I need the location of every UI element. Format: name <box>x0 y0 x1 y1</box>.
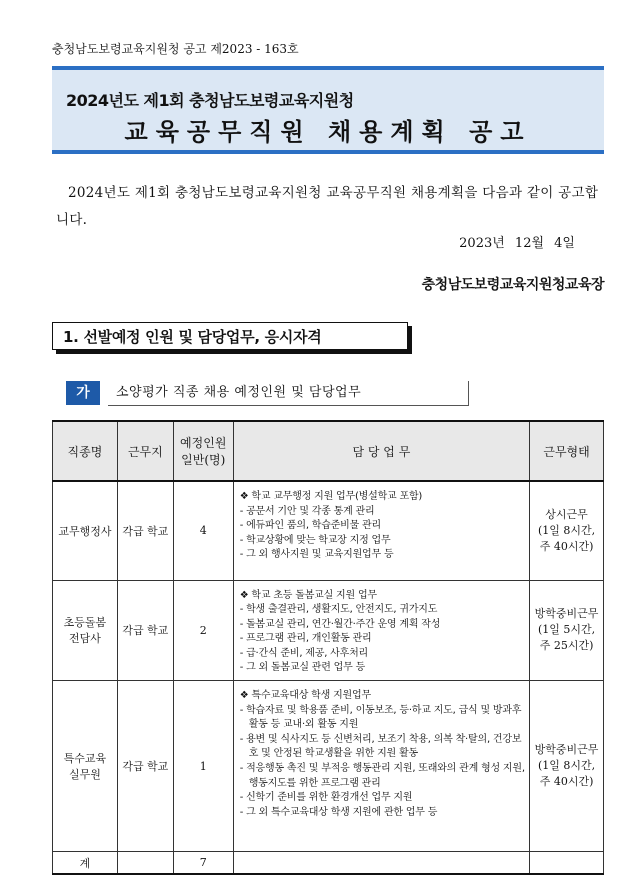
banner-subtitle: 2024년도 제1회 충청남도보령교육지원청 <box>66 91 354 110</box>
banner-title: 교육공무직원 채용계획 공고 <box>124 118 532 146</box>
intro-paragraph: 2024년도 제1회 충청남도보령교육지원청 교육공무직원 채용계획을 다음과 같이 공고합니다. <box>56 185 599 228</box>
header-count-line2: 일반(명) <box>181 453 226 467</box>
duty-item: - 적응행동 촉진 및 부적응 행동관리 지원, 또래와의 관계 형성 지원, 행동지도를 위한 프로그램 관리 <box>239 763 525 789</box>
hiring-table <box>52 420 604 875</box>
worktype-line2: (1일 8시간, <box>537 523 596 537</box>
job-line1: 특수교육 <box>63 752 107 766</box>
notice-date: 2023년 12월 4일 <box>459 236 575 251</box>
job-line2: 실무원 <box>68 768 101 782</box>
duty-item: - 공문서 기안 및 각종 통계 관리 <box>239 505 375 517</box>
cell-count: 1 <box>173 681 233 852</box>
worktype-line2: (1일 5시간, <box>537 623 596 637</box>
table-total-row <box>53 852 604 875</box>
cell-duties <box>233 481 529 580</box>
duty-item: - 그 외 행사지원 및 교육지원업무 등 <box>239 549 394 561</box>
worktype-line1: 방학중비근무 <box>534 743 599 757</box>
worktype-line1: 상시근무 <box>545 507 588 521</box>
duty-item: - 에듀파인 품의, 학습준비물 관리 <box>239 520 381 532</box>
subsection-badge: 가 <box>66 381 100 405</box>
table-header-row <box>53 421 604 481</box>
worktype-line3: 주 25시간) <box>539 639 594 653</box>
total-count: 7 <box>173 852 233 875</box>
total-label: 계 <box>53 852 118 875</box>
duty-item: - 급·간식 준비, 제공, 사후처리 <box>239 647 369 659</box>
cell-worktype <box>530 681 604 852</box>
header-place: 근무지 <box>117 421 173 481</box>
duty-item: - 학교상황에 맞는 학교장 지정 업무 <box>239 534 391 546</box>
notice-number: 충청남도보령교육지원청 공고 제2023 - 163호 <box>52 42 299 56</box>
duty-item: - 그 외 특수교육대상 학생 지원에 관한 업무 등 <box>239 806 438 818</box>
job-line1: 교무행정사 <box>58 524 112 538</box>
header-duties: 담 당 업 무 <box>233 421 529 481</box>
job-line2: 전담사 <box>68 632 101 646</box>
cell-place: 각급 학교 <box>117 580 173 681</box>
header-worktype: 근무형태 <box>530 421 604 481</box>
cell-place: 각급 학교 <box>117 681 173 852</box>
job-line1: 초등돌봄 <box>63 616 107 630</box>
cell-job <box>53 681 118 852</box>
cell-count: 4 <box>173 481 233 580</box>
cell-worktype <box>530 580 604 681</box>
cell-duties <box>233 580 529 681</box>
cell-job <box>53 481 118 580</box>
worktype-line3: 주 40시간) <box>539 775 594 789</box>
total-empty-cell <box>233 852 529 875</box>
table-row <box>53 681 604 852</box>
header-count <box>173 421 233 481</box>
subsection-title: 소양평가 직종 채용 예정인원 및 담당업무 <box>108 381 469 406</box>
duty-item: - 용변 및 식사지도 등 신변처리, 보조기 착용, 의복 착·탈의, 건강보호 및 안정된 학교생활을 위한 지원 활동 <box>239 733 522 760</box>
cell-count: 2 <box>173 580 233 681</box>
table-row <box>53 580 604 681</box>
section-heading-1: 1. 선발예정 인원 및 담당업무, 응시자격 <box>52 322 408 350</box>
duty-item: - 학습자료 및 학용품 준비, 이동보조, 등·하교 지도, 급식 및 방과후 활동 등 교내·외 활동 지원 <box>239 704 522 731</box>
header-count-line1: 예정인원 <box>180 436 227 450</box>
cell-place: 각급 학교 <box>117 481 173 580</box>
cell-worktype <box>530 481 604 580</box>
duty-item: - 학생 출결관리, 생활지도, 안전지도, 귀가지도 <box>239 604 438 616</box>
worktype-line1: 방학중비근무 <box>534 607 599 621</box>
worktype-line2: (1일 8시간, <box>537 759 596 773</box>
duty-item: - 신학기 준비를 위한 환경개선 업무 지원 <box>239 792 413 804</box>
duty-item: - 돌봄교실 관리, 연간·월간·주간 운영 계획 작성 <box>239 618 441 630</box>
title-banner <box>52 66 604 154</box>
cell-duties <box>233 681 529 852</box>
duty-heading: ❖ 학교 교무행정 지원 업무(병설학교 포함) <box>239 491 423 502</box>
duty-heading: ❖ 학교 초등 돌봄교실 지원 업무 <box>239 589 377 601</box>
header-job: 직종명 <box>53 421 118 481</box>
issuer: 충청남도보령교육지원청교육장 <box>421 277 604 293</box>
cell-job <box>53 580 118 681</box>
duty-item: - 프로그램 관리, 개인활동 관리 <box>239 633 372 645</box>
total-empty-cell <box>117 852 173 875</box>
duty-item: - 그 외 돌봄교실 관련 업무 등 <box>239 662 366 674</box>
total-empty-cell <box>530 852 604 875</box>
table-row <box>53 481 604 580</box>
duty-heading: ❖ 특수교육대상 학생 지원업무 <box>239 690 371 702</box>
worktype-line3: 주 40시간) <box>539 539 594 553</box>
